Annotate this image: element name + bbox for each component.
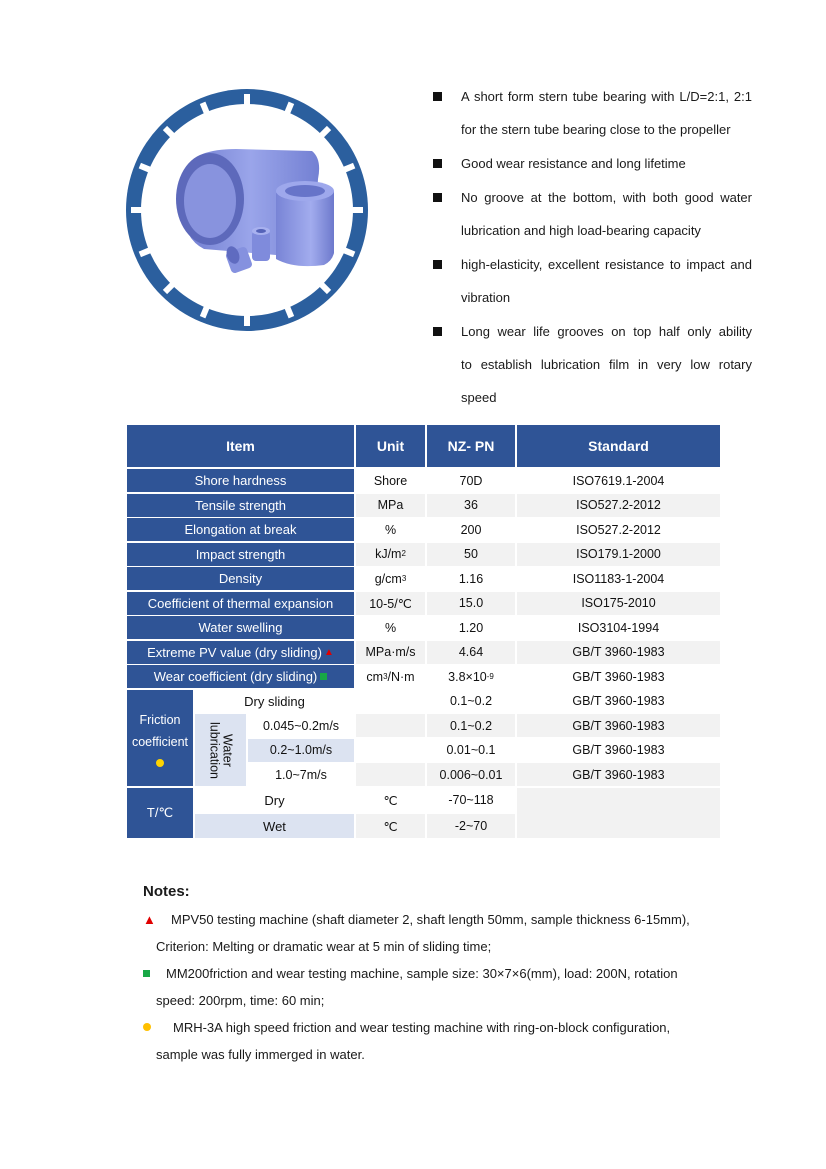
feature-text: speed bbox=[461, 390, 497, 405]
square-bullet-icon bbox=[433, 159, 442, 168]
temperature-condition: Dry bbox=[195, 788, 354, 812]
property-unit: cm 3 /N·m bbox=[356, 665, 425, 688]
property-name bbox=[127, 469, 354, 492]
property-name-text: Impact strength bbox=[195, 546, 286, 562]
temperature-value: -70~118 bbox=[427, 788, 515, 812]
property-standard: ISO175-2010 bbox=[517, 592, 720, 615]
property-unit bbox=[356, 616, 425, 639]
property-name bbox=[127, 567, 354, 590]
header-item: Item bbox=[127, 425, 354, 467]
feature-text: Good wear resistance and long lifetime bbox=[461, 156, 686, 171]
property-name bbox=[127, 641, 354, 664]
square-bullet-icon bbox=[433, 193, 442, 202]
feature-list bbox=[432, 80, 752, 415]
property-value bbox=[427, 518, 515, 541]
bearing-photo-icon bbox=[126, 89, 368, 331]
property-standard: ISO7619.1-2004 bbox=[517, 469, 720, 492]
property-unit bbox=[356, 469, 425, 492]
header-grade: NZ- PN bbox=[427, 425, 515, 467]
property-value bbox=[427, 494, 515, 517]
property-value bbox=[427, 641, 515, 664]
feature-bullet bbox=[432, 181, 752, 247]
value-text: 4.64 bbox=[458, 645, 484, 659]
note-line bbox=[143, 1014, 713, 1041]
property-unit bbox=[356, 518, 425, 541]
square-bullet-icon bbox=[433, 92, 442, 101]
speed-range: 0.045~0.2m/s bbox=[248, 714, 354, 737]
square-bullet-icon bbox=[433, 260, 442, 269]
water-unit bbox=[356, 714, 425, 737]
feature-text: high-elasticity, excellent resistance to impact and bbox=[461, 257, 752, 272]
property-name-text: Shore hardness bbox=[194, 473, 287, 488]
property-value bbox=[427, 616, 515, 639]
speed-range: 0.2~1.0m/s bbox=[248, 739, 354, 762]
dry-sliding-value: 0.1~0.2 bbox=[427, 690, 515, 712]
notes-section bbox=[143, 883, 713, 1068]
value-text: 70D bbox=[459, 473, 483, 488]
temperature-unit: ℃ bbox=[356, 814, 425, 838]
square-bullet-icon bbox=[433, 327, 442, 336]
note-line bbox=[143, 906, 713, 933]
feature-text: No groove at the bottom, with both good water bbox=[461, 190, 752, 205]
property-value bbox=[427, 543, 515, 566]
property-unit bbox=[356, 592, 425, 615]
property-name-text: Extreme PV value (dry sliding) bbox=[147, 644, 322, 660]
property-name bbox=[127, 616, 354, 639]
notes-title: Notes: bbox=[143, 883, 190, 900]
dry-sliding-label: Dry sliding bbox=[195, 690, 354, 712]
spec-table bbox=[127, 425, 720, 838]
water-label-line2: lubrication bbox=[207, 721, 222, 779]
value-text: 1.16 bbox=[458, 571, 484, 586]
property-name-text: Water swelling bbox=[198, 620, 283, 635]
unit-base: cm bbox=[366, 669, 384, 684]
property-value bbox=[427, 592, 515, 615]
property-unit: kJ/m 2 bbox=[356, 543, 425, 566]
property-unit bbox=[356, 641, 425, 664]
unit-tail: /N·m bbox=[387, 669, 415, 684]
note-text: MPV50 testing machine (shaft diameter 2, shaft length 50mm, sample thickness 6-15mm), bbox=[171, 912, 690, 927]
feature-text: lubrication and high load-bearing capacity bbox=[461, 223, 701, 238]
water-label-line1: Water bbox=[220, 733, 235, 767]
friction-label bbox=[127, 690, 193, 786]
red-triangle-icon: ▲ bbox=[143, 912, 156, 927]
property-standard: ISO527.2-2012 bbox=[517, 518, 720, 541]
property-name bbox=[127, 592, 354, 615]
temperature-label: T/℃ bbox=[127, 788, 193, 838]
note-text: MM200friction and wear testing machine, sample size: 30×7×6(mm), load: 200N, rotation bbox=[166, 966, 678, 981]
unit-text: MPa·m/s bbox=[365, 645, 416, 659]
value-base: 3.8×10 bbox=[448, 669, 487, 684]
value-text: 15.0 bbox=[458, 596, 484, 610]
unit-text: % bbox=[384, 522, 397, 537]
property-value: 3.8×10 -9 bbox=[427, 665, 515, 688]
friction-value: 0.1~0.2 bbox=[427, 714, 515, 737]
property-name-text: Tensile strength bbox=[194, 497, 287, 513]
water-unit bbox=[356, 763, 425, 786]
product-image bbox=[126, 89, 368, 331]
feature-bullet bbox=[432, 315, 752, 414]
friction-label-line1: Friction bbox=[139, 713, 181, 727]
feature-bullet bbox=[432, 147, 752, 180]
property-value bbox=[427, 567, 515, 590]
note-continuation: Criterion: Melting or dramatic wear at 5 min of sliding time; bbox=[156, 939, 492, 954]
header-standard: Standard bbox=[517, 425, 720, 467]
friction-standard: GB/T 3960-1983 bbox=[517, 763, 720, 786]
yellow-dot-icon bbox=[156, 759, 164, 767]
dry-sliding-unit bbox=[356, 690, 425, 712]
unit-text: 10-5/℃ bbox=[369, 596, 412, 611]
property-name-text: Elongation at break bbox=[184, 522, 297, 537]
property-standard: ISO527.2-2012 bbox=[517, 494, 720, 517]
value-text: 200 bbox=[460, 522, 482, 537]
temperature-unit: ℃ bbox=[356, 788, 425, 812]
feature-text: for the stern tube bearing close to the propeller bbox=[461, 122, 731, 137]
dry-sliding-standard: GB/T 3960-1983 bbox=[517, 690, 720, 712]
friction-value: 0.01~0.1 bbox=[427, 739, 515, 762]
temperature-standard bbox=[517, 788, 720, 838]
note-continuation: sample was fully immerged in water. bbox=[156, 1047, 365, 1062]
header-unit: Unit bbox=[356, 425, 425, 467]
unit-text: Shore bbox=[373, 473, 408, 488]
yellow-dot-icon bbox=[143, 1023, 151, 1031]
feature-bullet bbox=[432, 80, 752, 146]
property-standard: ISO3104-1994 bbox=[517, 616, 720, 639]
unit-text: MPa bbox=[377, 498, 404, 512]
friction-value: 0.006~0.01 bbox=[427, 763, 515, 786]
feature-bullet bbox=[432, 248, 752, 314]
friction-standard: GB/T 3960-1983 bbox=[517, 714, 720, 737]
friction-standard: GB/T 3960-1983 bbox=[517, 739, 720, 762]
property-name bbox=[127, 518, 354, 541]
feature-text: to establish lubrication film in very low rotary bbox=[461, 357, 752, 372]
temperature-value: -2~70 bbox=[427, 814, 515, 838]
property-name bbox=[127, 494, 354, 517]
value-text: 1.20 bbox=[458, 620, 484, 635]
water-unit bbox=[356, 739, 425, 762]
property-unit bbox=[356, 494, 425, 517]
property-name-text: Coefficient of thermal expansion bbox=[147, 595, 334, 611]
green-square-icon bbox=[143, 970, 150, 977]
property-name bbox=[127, 543, 354, 566]
temperature-condition: Wet bbox=[195, 814, 354, 838]
property-standard: ISO179.1-2000 bbox=[517, 543, 720, 566]
property-name-text: Density bbox=[218, 571, 263, 586]
property-standard: ISO1183-1-2004 bbox=[517, 567, 720, 590]
feature-text: Long wear life grooves on top half only ability bbox=[461, 324, 752, 339]
value-text: 50 bbox=[464, 547, 478, 561]
note-text: MRH-3A high speed friction and wear testing machine with ring-on-block configuration, bbox=[173, 1020, 671, 1035]
property-standard: GB/T 3960-1983 bbox=[517, 665, 720, 688]
property-value bbox=[427, 469, 515, 492]
property-name bbox=[127, 665, 354, 688]
value-text: 36 bbox=[464, 498, 478, 512]
feature-text: A short form stern tube bearing with L/D=2:1, 2:1 bbox=[461, 89, 752, 104]
note-line bbox=[143, 960, 713, 987]
speed-range: 1.0~7m/s bbox=[248, 763, 354, 786]
note-continuation: speed: 200rpm, time: 60 min; bbox=[156, 993, 325, 1008]
red-triangle-icon: ▲ bbox=[323, 646, 334, 658]
water-lubrication-label bbox=[195, 714, 246, 786]
friction-label-line2: coefficient bbox=[131, 735, 189, 749]
feature-text: vibration bbox=[461, 290, 511, 305]
unit-text: % bbox=[384, 620, 397, 635]
property-standard: GB/T 3960-1983 bbox=[517, 641, 720, 664]
unit-base: kJ/m bbox=[375, 547, 402, 561]
property-name-text: Wear coefficient (dry sliding) bbox=[153, 669, 318, 684]
property-unit: g/cm 3 bbox=[356, 567, 425, 590]
green-square-icon bbox=[320, 673, 327, 680]
unit-base: g/cm bbox=[374, 571, 402, 586]
